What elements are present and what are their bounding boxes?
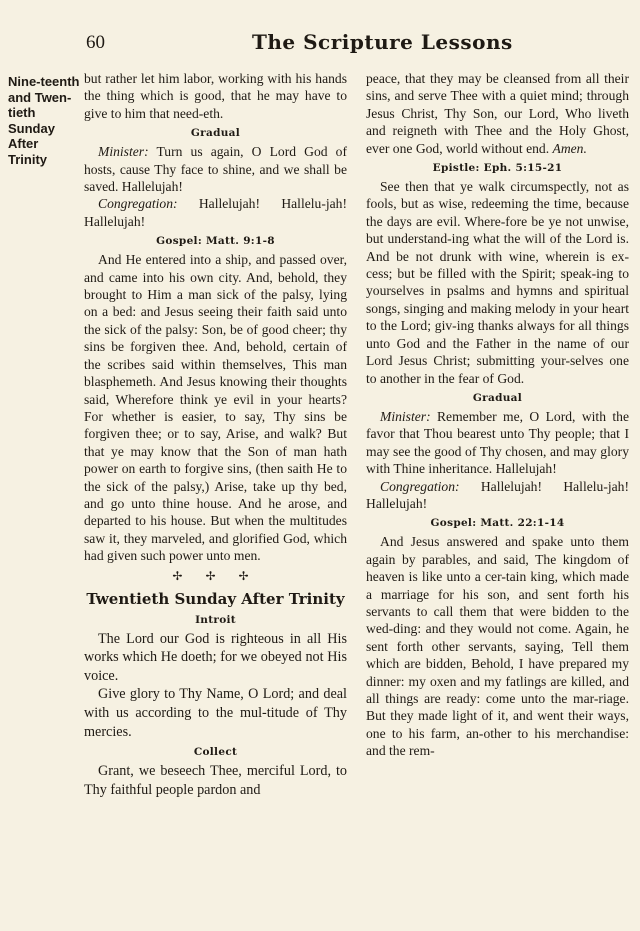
congregation-text: Hallelujah! Hallelu-jah! Hallelujah!	[84, 196, 347, 229]
minister-role-2: Minister:	[380, 408, 431, 424]
congregation-role-2: Congregation:	[380, 478, 460, 494]
gospel-heading-2: Gospel: Matt. 22:1-14	[430, 517, 565, 530]
introit-heading: Introit	[195, 613, 236, 626]
minister-text-2: Remember me, O Lord, with the favor that Thou bearest unto Thy people; that I may see the good of Thy chosen, and may glory with Thine inheritance. Hallelujah!	[366, 408, 629, 477]
continued-text: but rather let him labor, working with his hands the thing which is good, that he may have to give to him that need-eth.	[84, 71, 347, 121]
page-header	[0, 28, 640, 64]
gradual-congregation	[84, 195, 347, 230]
margin-note: Nine-teenth and Twen-tieth Sunday After Trinity	[8, 74, 80, 167]
gradual-heading: Gradual	[190, 127, 241, 140]
sunday-heading: Twentieth Sunday After Trinity	[86, 589, 345, 608]
congregation-text-2: Hallelujah! Hallelu-jah! Hallelujah!	[366, 478, 629, 511]
introit-text-1: The Lord our God is righteous in all His works which He doeth; for we obeyed not His voice.	[84, 630, 347, 684]
gospel-heading: Gospel: Matt. 9:1-8	[156, 235, 275, 248]
gospel-text: And He entered into a ship, and passed over, and came into his own city. And, behold, they brought to Him a man sick of the palsy, lying on a bed: and Jesus seeing their faith said unto the sick of the palsy: Son, be of good cheer; thy sins be forgiven thee. And, behold, certain of the scribes said within themselves, This man blasphemeth. And Jesus knowing their thoughts said, Wherefore think ye evil in your hearts? For whether is easier, to say, Thy sins be forgiven thee; or to say, Arise, and walk? But that ye may know that the Son of man hath power on earth to forgive sins, (then saith He to the sick of the palsy,) Arise, take up thy bed, and go unto thine house. And he arose, and departed to his house. But when the multitudes saw it, they marveled, and glorified God, which had given such power unto men.	[84, 252, 347, 564]
left-column	[84, 70, 347, 799]
minister-role: Minister:	[98, 144, 149, 160]
collect-continued	[366, 70, 629, 157]
collect-heading: Collect	[193, 746, 238, 759]
gradual-congregation-2	[366, 478, 629, 513]
congregation-role: Congregation:	[98, 196, 178, 212]
introit-text-2: Give glory to Thy Name, O Lord; and deal with us according to the mul-titude of Thy mercies.	[84, 686, 347, 740]
gradual-heading-2: Gradual	[472, 391, 523, 404]
ornament-divider: ✢ ✢ ✢	[172, 568, 259, 583]
minister-text: Turn us again, O Lord God of hosts, cause Thy face to shine, and we shall be saved. Hallelujah!	[84, 144, 347, 195]
gospel-text-2: And Jesus answered and spake unto them again by parables, and said, The kingdom of heaven is like unto a cer-tain king, which made a marriage for his son, and sent forth his servants to call them that were bidden to the wed-ding: and they would not come. Again, he sent forth other servants, saying, Tell them which are bidden, Behold, I have prepared my dinner: my oxen and my fatlings are killed, and all things are ready: come unto the mar-riage. But they made light of it, and went their ways, one to his farm, an-other to his merchandise: and the rem-	[366, 534, 629, 759]
amen: Amen.	[552, 140, 587, 156]
gradual-minister	[84, 143, 347, 195]
right-column	[366, 70, 629, 760]
running-title: The Scripture Lessons	[252, 30, 513, 54]
epistle-text: See then that ye walk circumspectly, not as fools, but as wise, redeeming the time, because the days are evil. Where-fore be ye not unwise, but understand-ing what the will of the Lord is. And be not drunk with wine, wherein is ex-cess; but be filled with the Spirit; speak-ing to yourselves in psalms and hymns and spiritual songs, singing and making melody in your heart to the Lord; giv-ing thanks always for all things unto God and the Father in the name of our Lord Jesus Christ; submitting your-selves one to another in the fear of God.	[366, 179, 629, 386]
collect-text: Grant, we beseech Thee, merciful Lord, to Thy faithful people pardon and	[84, 763, 347, 798]
page-number: 60	[86, 32, 105, 53]
collect-continued-text: peace, that they may be cleansed from all their sins, and serve Thee with a quiet mind; through Jesus Christ, Thy Son, our Lord, Who liveth and reigneth with Thee and the Holy Ghost, ever one God, world without end.	[366, 71, 629, 156]
gradual-minister-2	[366, 408, 629, 478]
epistle-heading: Epistle: Eph. 5:15-21	[432, 162, 563, 175]
